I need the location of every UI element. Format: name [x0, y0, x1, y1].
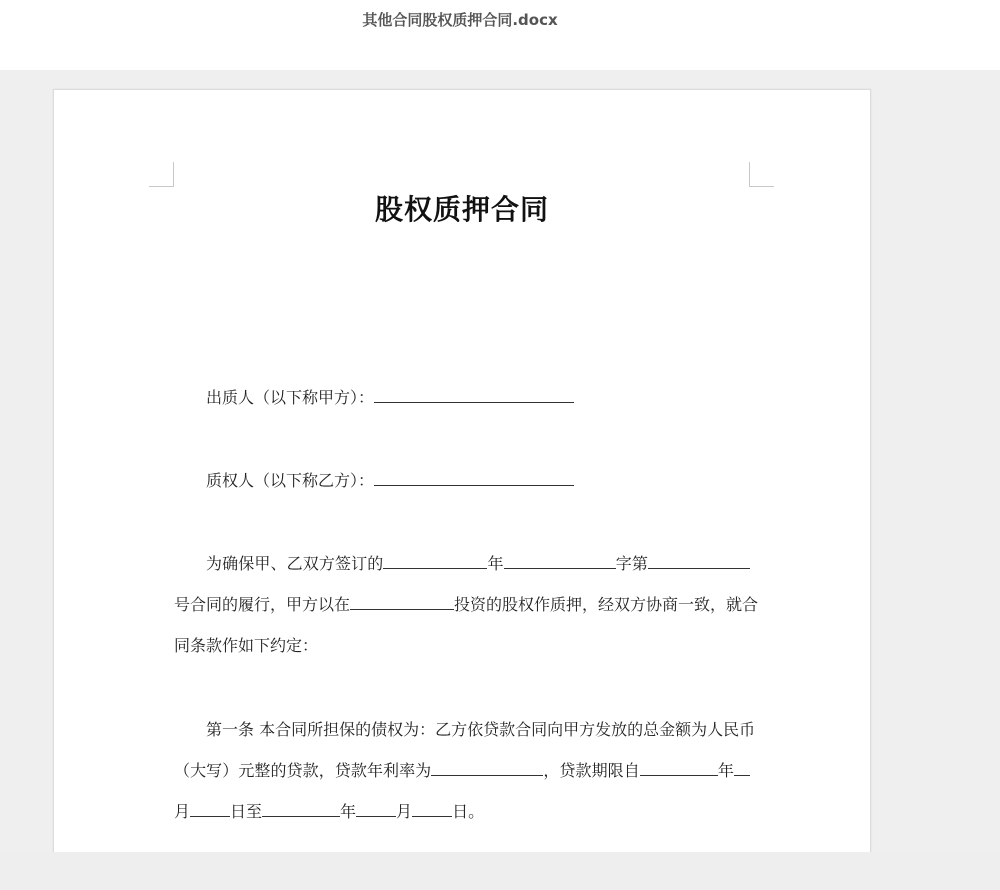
document-heading: 股权质押合同	[374, 193, 549, 226]
intro-line-1	[174, 543, 750, 584]
end-day-blank	[412, 802, 452, 817]
article-1-line-2	[174, 750, 750, 791]
document-page[interactable]	[53, 89, 871, 852]
article-text: 年	[340, 802, 357, 821]
document-viewer[interactable]	[0, 70, 1000, 852]
investee-blank	[350, 595, 454, 610]
start-month-blank	[734, 761, 750, 776]
title-bar	[0, 0, 1000, 70]
pledgee-paragraph	[174, 460, 750, 501]
article-1-line-1: 第一条 本合同所担保的债权为：乙方依贷款合同向甲方发放的总金额为人民币	[206, 720, 756, 739]
interest-rate-blank	[431, 761, 543, 776]
intro-text: 为确保甲、乙双方签订的	[206, 554, 384, 573]
start-year-blank	[640, 761, 718, 776]
intro-text: 号合同的履行，甲方以在	[174, 595, 351, 614]
contract-number-blank	[648, 554, 750, 569]
pledgor-blank	[374, 388, 574, 403]
article-text: 日。	[452, 802, 485, 821]
contract-word-blank	[504, 554, 616, 569]
file-title: 其他合同股权质押合同.docx	[362, 11, 558, 29]
article-text: （大写）元整的贷款，贷款年利率为	[174, 761, 432, 780]
pledgor-line	[174, 377, 750, 418]
margin-corner-top-right	[749, 162, 774, 187]
end-year-blank	[262, 802, 340, 817]
article-text: 日至	[230, 802, 263, 821]
intro-line-2	[174, 584, 759, 625]
pledgor-paragraph	[174, 377, 750, 418]
start-day-blank	[190, 802, 230, 817]
article-text: ，贷款期限自	[543, 761, 640, 780]
article-text: 年	[717, 761, 734, 780]
intro-paragraph	[174, 543, 759, 666]
pledgor-label: 出质人（以下称甲方）：	[206, 388, 375, 407]
article-text: 月	[396, 802, 413, 821]
pledgee-blank	[374, 471, 574, 486]
intro-text: 年	[487, 554, 504, 573]
article-1-paragraph	[174, 709, 756, 832]
intro-text: 投资的股权作质押，经双方协商一致，就合	[454, 595, 759, 614]
article-1-line-3	[174, 791, 750, 832]
article-text: 月	[174, 802, 191, 821]
margin-corner-top-left	[149, 162, 174, 187]
pledgee-line	[174, 460, 750, 501]
intro-text: 字第	[615, 554, 648, 573]
end-month-blank	[356, 802, 396, 817]
bottom-strip	[0, 852, 1000, 890]
intro-line-3: 同条款作如下约定：	[174, 636, 319, 655]
contract-year-blank	[383, 554, 487, 569]
pledgee-label: 质权人（以下称乙方）：	[206, 471, 375, 490]
